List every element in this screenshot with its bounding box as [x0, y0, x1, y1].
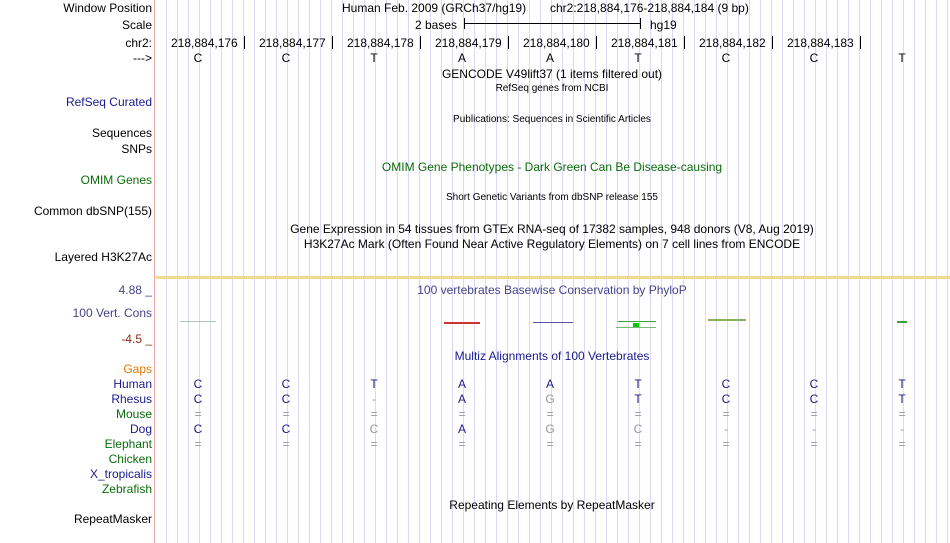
aligned-base: = — [370, 437, 378, 451]
grid-line — [408, 0, 409, 543]
ruler-tick — [508, 36, 509, 49]
label-scale: Scale — [121, 18, 152, 32]
aligned-base: = — [194, 437, 202, 451]
label-mouse[interactable]: Mouse — [115, 407, 152, 421]
ruler-tick — [684, 36, 685, 49]
aligned-base: C — [281, 377, 291, 391]
aligned-base: C — [809, 392, 819, 406]
grid-line — [386, 0, 387, 543]
base: C — [281, 51, 291, 65]
grid-line — [903, 0, 904, 543]
grid-line — [716, 0, 717, 543]
grid-line — [254, 0, 255, 543]
aligned-base: = — [458, 437, 466, 451]
ruler-tick — [332, 36, 333, 49]
aligned-base: = — [898, 437, 906, 451]
phylop-track-title[interactable]: 100 vertebrates Basewise Conservation by PhyloP — [417, 283, 687, 297]
grid-line — [683, 0, 684, 543]
label-refseq-curated[interactable]: RefSeq Curated — [65, 95, 152, 109]
grid-line — [782, 0, 783, 543]
grid-line — [232, 0, 233, 543]
aligned-base: = — [370, 407, 378, 421]
aligned-base: - — [372, 392, 376, 406]
aligned-base: A — [457, 392, 467, 406]
label-omim-genes[interactable]: OMIM Genes — [80, 173, 152, 187]
h3k27ac-track-title[interactable]: H3K27Ac Mark (Often Found Near Active Regulatory Elements) on 7 cell lines from ENCODE — [303, 237, 801, 251]
grid-line — [342, 0, 343, 543]
grid-line — [287, 0, 288, 543]
grid-line — [859, 0, 860, 543]
aligned-base: C — [809, 377, 819, 391]
ruler-label: 218,884,178 — [347, 36, 414, 50]
aligned-base: = — [546, 437, 554, 451]
grid-line — [375, 0, 376, 543]
grid-line — [276, 0, 277, 543]
aligned-base: = — [194, 407, 202, 421]
base: T — [370, 51, 378, 65]
grid-line — [672, 0, 673, 543]
aligned-base: - — [724, 422, 728, 436]
grid-line — [331, 0, 332, 543]
base: C — [721, 51, 731, 65]
aligned-base: T — [898, 377, 906, 391]
grid-line — [364, 0, 365, 543]
aligned-base: = — [458, 407, 466, 421]
base: T — [898, 51, 906, 65]
gtex-track-title[interactable]: Gene Expression in 54 tissues from GTEx RNA-seq of 17382 samples, 948 donors (V8, Aug 2019) — [290, 222, 814, 236]
dbsnp-track-title[interactable]: Short Genetic Variants from dbSNP release 155 — [446, 192, 658, 203]
ruler-tick — [596, 36, 597, 49]
label-gaps[interactable]: Gaps — [123, 362, 152, 376]
label-phylop-min: -4.5 _ — [121, 332, 152, 346]
grid-line — [914, 0, 915, 543]
aligned-base: = — [810, 437, 818, 451]
label-snps[interactable]: SNPs — [121, 142, 152, 156]
aligned-base: C — [721, 392, 731, 406]
grid-line — [947, 0, 948, 543]
label-layered-h3k27ac[interactable]: Layered H3K27Ac — [54, 250, 152, 264]
aligned-base: A — [545, 377, 555, 391]
aligned-base: T — [898, 392, 906, 406]
aligned-base: C — [633, 422, 643, 436]
track-group-divider — [156, 276, 950, 279]
ruler-label: 218,884,182 — [699, 36, 766, 50]
aligned-base: C — [281, 422, 291, 436]
grid-line — [738, 0, 739, 543]
grid-line — [760, 0, 761, 543]
aligned-base: C — [193, 392, 203, 406]
publications-track-title[interactable]: Publications: Sequences in Scientific Articles — [453, 114, 651, 125]
ruler-label: 218,884,180 — [523, 36, 590, 50]
aligned-base: T — [634, 392, 642, 406]
grid-line — [639, 0, 640, 543]
aligned-base: A — [457, 377, 467, 391]
aligned-base: G — [545, 422, 555, 436]
grid-line — [474, 0, 475, 543]
grid-line — [452, 0, 453, 543]
aligned-base: C — [281, 392, 291, 406]
grid-line — [837, 0, 838, 543]
grid-line — [221, 0, 222, 543]
aligned-base: - — [812, 422, 816, 436]
ruler-label: 218,884,181 — [611, 36, 678, 50]
ruler-label: 218,884,177 — [259, 36, 326, 50]
ruler-tick — [244, 36, 245, 49]
label-x-tropicalis[interactable]: X_tropicalis — [89, 467, 152, 481]
aligned-base: C — [193, 422, 203, 436]
grid-line — [397, 0, 398, 543]
label-window-position: Window Position — [63, 1, 152, 15]
grid-line — [936, 0, 937, 543]
grid-line — [793, 0, 794, 543]
aligned-base: = — [722, 407, 730, 421]
grid-line — [298, 0, 299, 543]
base: T — [634, 51, 642, 65]
grid-line — [617, 0, 618, 543]
refseq-track-title[interactable]: RefSeq genes from NCBI — [495, 83, 609, 94]
grid-line — [826, 0, 827, 543]
position-title: chr2:218,884,176-218,884,184 (9 bp) — [550, 1, 749, 15]
grid-line — [199, 0, 200, 543]
grid-line — [815, 0, 816, 543]
grid-line — [771, 0, 772, 543]
base: C — [193, 51, 203, 65]
grid-line — [804, 0, 805, 543]
grid-line — [210, 0, 211, 543]
grid-line — [694, 0, 695, 543]
label-phylop-max: 4.88 _ — [118, 283, 152, 297]
grid-line — [320, 0, 321, 543]
aligned-base: C — [721, 377, 731, 391]
grid-line — [881, 0, 882, 543]
ruler-label: 218,884,179 — [435, 36, 502, 50]
grid-line — [628, 0, 629, 543]
grid-line — [727, 0, 728, 543]
grid-line — [419, 0, 420, 543]
aligned-base: C — [193, 377, 203, 391]
aligned-base: = — [546, 407, 554, 421]
label-dog[interactable]: Dog — [129, 422, 152, 436]
aligned-base: = — [634, 437, 642, 451]
label-zebrafish[interactable]: Zebrafish — [101, 482, 152, 496]
assembly-title: Human Feb. 2009 (GRCh37/hg19) — [342, 1, 527, 15]
grid-line — [650, 0, 651, 543]
scale-text: 2 bases — [415, 18, 458, 32]
aligned-base: = — [282, 407, 290, 421]
grid-line — [177, 0, 178, 543]
label-human[interactable]: Human — [113, 377, 152, 391]
scale-db: hg19 — [650, 18, 677, 32]
label-strand: ---> — [133, 51, 152, 65]
ruler-tick — [860, 36, 861, 49]
aligned-base: = — [898, 407, 906, 421]
label-chicken[interactable]: Chicken — [108, 452, 152, 466]
aligned-base: - — [900, 422, 904, 436]
aligned-base: = — [810, 407, 818, 421]
multiz-track-title[interactable]: Multiz Alignments of 100 Vertebrates — [454, 349, 650, 363]
grid-line — [661, 0, 662, 543]
grid-line — [265, 0, 266, 543]
grid-line — [353, 0, 354, 543]
label-chrom: chr2: — [125, 36, 152, 50]
repeatmasker-track-title[interactable]: Repeating Elements by RepeatMasker — [449, 498, 655, 512]
grid-line — [430, 0, 431, 543]
grid-line — [441, 0, 442, 543]
label-repeatmasker[interactable]: RepeatMasker — [73, 512, 152, 526]
ruler-tick — [420, 36, 421, 49]
label-common-dbsnp[interactable]: Common dbSNP(155) — [33, 204, 152, 218]
grid-line — [463, 0, 464, 543]
grid-line — [870, 0, 871, 543]
grid-line — [749, 0, 750, 543]
aligned-base: = — [282, 437, 290, 451]
base: C — [809, 51, 819, 65]
grid-line — [925, 0, 926, 543]
label-rhesus[interactable]: Rhesus — [111, 392, 152, 406]
ruler-tick — [772, 36, 773, 49]
grid-line — [485, 0, 486, 543]
aligned-base: A — [457, 422, 467, 436]
ruler-label: 218,884,176 — [171, 36, 238, 50]
aligned-base: C — [369, 422, 379, 436]
grid-line — [166, 0, 167, 543]
base: A — [545, 51, 555, 65]
aligned-base: = — [634, 407, 642, 421]
grid-line — [309, 0, 310, 543]
label-separator — [154, 0, 155, 543]
label-sequences[interactable]: Sequences — [91, 126, 152, 140]
grid-line — [243, 0, 244, 543]
ruler-label: 218,884,183 — [787, 36, 854, 50]
grid-line — [848, 0, 849, 543]
grid-line — [188, 0, 189, 543]
aligned-base: = — [722, 437, 730, 451]
aligned-base: T — [634, 377, 642, 391]
base: A — [457, 51, 467, 65]
gencode-track-title[interactable]: GENCODE V49lift37 (1 items filtered out) — [441, 67, 663, 81]
label-elephant[interactable]: Elephant — [104, 437, 152, 451]
aligned-base: G — [545, 392, 555, 406]
label-vert-cons[interactable]: 100 Vert. Cons — [72, 306, 152, 320]
aligned-base: T — [370, 377, 378, 391]
omim-track-title[interactable]: OMIM Gene Phenotypes - Dark Green Can Be Disease-causing — [381, 160, 723, 174]
grid-line — [705, 0, 706, 543]
grid-line — [892, 0, 893, 543]
